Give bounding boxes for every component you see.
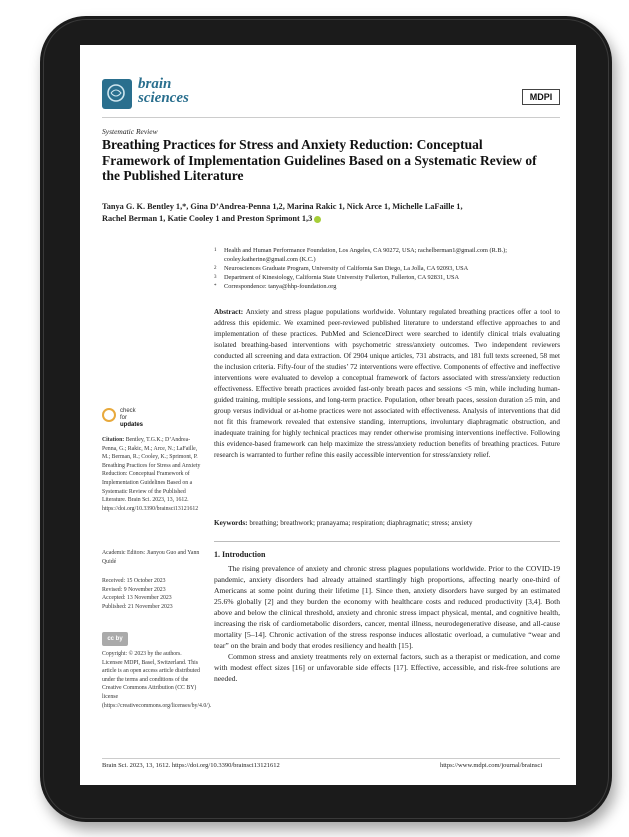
affiliation-marker: 2 [214, 266, 217, 271]
section-heading: 1. Introduction [214, 550, 266, 559]
keywords-label: Keywords: [214, 519, 248, 527]
citation-text: Bentley, T.G.K.; D’Andrea-Penna, G.; Rakic, M.; Arce, N.; LaFaille, M.; Berman, R.; Cooley, K.; Sprimont, P. Breathing Practices for Stress and Anxiety Reduction: Conceptual Framework of Implementation Guidelines Based on a Systematic Review of the Published Literature. Brain Sci. 2023, 13, 1612. https://doi.org/10.3390/brainsci13121612 [102, 437, 201, 512]
header-divider [102, 117, 560, 118]
affiliation-text: Health and Human Performance Foundation, Los Angeles, CA 90272, USA; rachelberman1@gmail.com (R.B.); cooley.katherine@gmail.com (K.C.) [224, 247, 507, 263]
journal-logo-line1: brain [138, 76, 172, 92]
affiliation-item [214, 273, 564, 282]
affiliation-marker: 1 [214, 248, 217, 253]
citation-block [102, 436, 202, 513]
journal-logo-line2: sciences [138, 90, 189, 106]
date-accepted: Accepted: 13 November 2023 [102, 595, 172, 602]
citation-label: Citation: [102, 437, 125, 443]
academic-editors: Academic Editors: Jianyou Guo and Yann Quidé [102, 550, 200, 565]
affiliations [214, 246, 564, 291]
footer-divider [102, 758, 560, 759]
affiliation-text: Department of Kinesiology, California State University Fullerton, Fullerton, CA 92831, USA [224, 274, 459, 281]
authors-line-2 [102, 213, 542, 225]
introduction-body [214, 563, 560, 684]
affiliation-text: Neurosciences Graduate Program, University of California San Diego, La Jolla, CA 92093, USA [224, 265, 469, 272]
brain-logo-icon [102, 79, 132, 109]
intro-paragraph-1: The rising prevalence of anxiety and chronic stress plagues populations worldwide. Prior to the COVID-19 pandemic, anxiety disorders had already attained startlingly high proportions, affecting nearly one-third of Americans at some point during their lifetime [1]. Since then, anxiety disorders have surged by an estimated 25.6% globally [2] and they burden the economy with healthcare costs and reduced productivity [3,4]. Both above and below the clinical threshold, anxiety and chronic stress impact physical, mental, and cognitive health, increasing the risk of cardiometabolic disorders, cancer, mental illness, neurodegenerative disease, and all-cause mortality [5–14]. Chronic activation of the stress response induces allostatic overload, a cumulative “wear and tear” on the brain and body that erodes resiliency and health [15]. [214, 564, 560, 650]
publisher-logo: MDPI [522, 89, 560, 105]
affiliation-item [214, 246, 564, 264]
keywords [214, 518, 560, 529]
intro-paragraph-2: Common stress and anxiety treatments rely on external factors, such as a therapist or medication, and come with modest effect sizes [16] or unfavorable side effects [17]. Effective, accessible, and risk-free solutions are needed. [214, 652, 560, 683]
affiliation-text: Correspondence: tanya@hhp-foundation.org [224, 283, 337, 290]
check-updates-text [120, 408, 143, 429]
footer-citation[interactable]: Brain Sci. 2023, 13, 1612. https://doi.org/10.3390/brainsci13121612 [102, 762, 280, 769]
cc-license-icon[interactable]: cc by [102, 632, 128, 646]
keywords-text: breathing; breathwork; pranayama; respiration; diaphragmatic; stress; anxiety [249, 519, 473, 527]
affiliation-marker: 3 [214, 275, 217, 280]
journal-logo-text [138, 77, 189, 105]
date-published: Published: 21 November 2023 [102, 603, 173, 610]
footer-journal-url[interactable]: https://www.mdpi.com/journal/brainsci [440, 762, 543, 769]
check-updates-line2: updates [120, 422, 144, 428]
article-type: Systematic Review [102, 127, 158, 136]
check-updates-line1: check for [120, 408, 136, 421]
tablet-screen [80, 45, 576, 785]
affiliation-item [214, 264, 564, 273]
authors-line-1: Tanya G. K. Bentley 1,*, Gina D’Andrea-Penna 1,2, Marina Rakic 1, Nick Arce 1, Michelle LaFaille 1, [102, 202, 463, 211]
orcid-icon[interactable] [314, 216, 321, 223]
authors-line-2-text: Rachel Berman 1, Katie Cooley 1 and Preston Sprimont 1,3 [102, 214, 313, 223]
copyright-text: Copyright: © 2023 by the authors. Licensee MDPI, Basel, Switzerland. This article is an open access article distributed under the terms and conditions of the Creative Commons Attribution (CC BY) license (https://creativecommons.org/licenses/by/4.0/). [102, 651, 212, 709]
abstract [214, 307, 560, 461]
abstract-label: Abstract: [214, 308, 244, 316]
dates-block [102, 577, 202, 611]
check-updates-icon [102, 408, 116, 422]
date-received: Received: 15 October 2023 [102, 578, 166, 584]
check-for-updates-badge[interactable] [102, 406, 142, 432]
date-revised: Revised: 9 November 2023 [102, 586, 166, 593]
abstract-text: Anxiety and stress plague populations worldwide. Voluntary regulated breathing practices offer a tool to address this epidemic. We examined peer-reviewed published literature to understand effective approaches to and implementation of these practices. PubMed and ScienceDirect were searched to identify clinical trials evaluating isolated breathing-based interventions with psychometric stress/anxiety outcomes. Two independent reviewers conducted all screening and data extraction. Of 2904 unique articles, 731 abstracts, and 181 full texts screened, 58 met the inclusion criteria. Fifty-four of the studies’ 72 interventions were effective. Components of effective and ineffective interventions were evaluated to develop a conceptual framework of factors associated with stress/anxiety reduction effectiveness. Effective breath practices avoided fast-only breath paces and sessions <5 min, while including human-guided training, multiple sessions, and long-term practice. Population, other breath paces, session duration ≥5 min, and group versus individual or at-home practices were not associated with effectiveness. Analysis of interventions that did not fit this framework revealed that extensive standing, interruptions, involuntary diaphragmatic obstruction, and inadequate training for highly technical practices may render otherwise promising interventions ineffective. Following this evidence-based framework can help maximize the stress/anxiety reduction benefits of breathing practices. Future research is warranted to further refine this easily accessible intervention for stress/anxiety relief. [214, 308, 560, 459]
affiliation-item [214, 282, 564, 291]
article-title: Breathing Practices for Stress and Anxiety Reduction: Conceptual Framework of Implementation Guidelines Based on a Systematic Review of the Published Literature [102, 137, 537, 183]
author-list [102, 201, 542, 225]
affiliation-marker: * [214, 284, 217, 289]
section-divider [214, 541, 560, 542]
